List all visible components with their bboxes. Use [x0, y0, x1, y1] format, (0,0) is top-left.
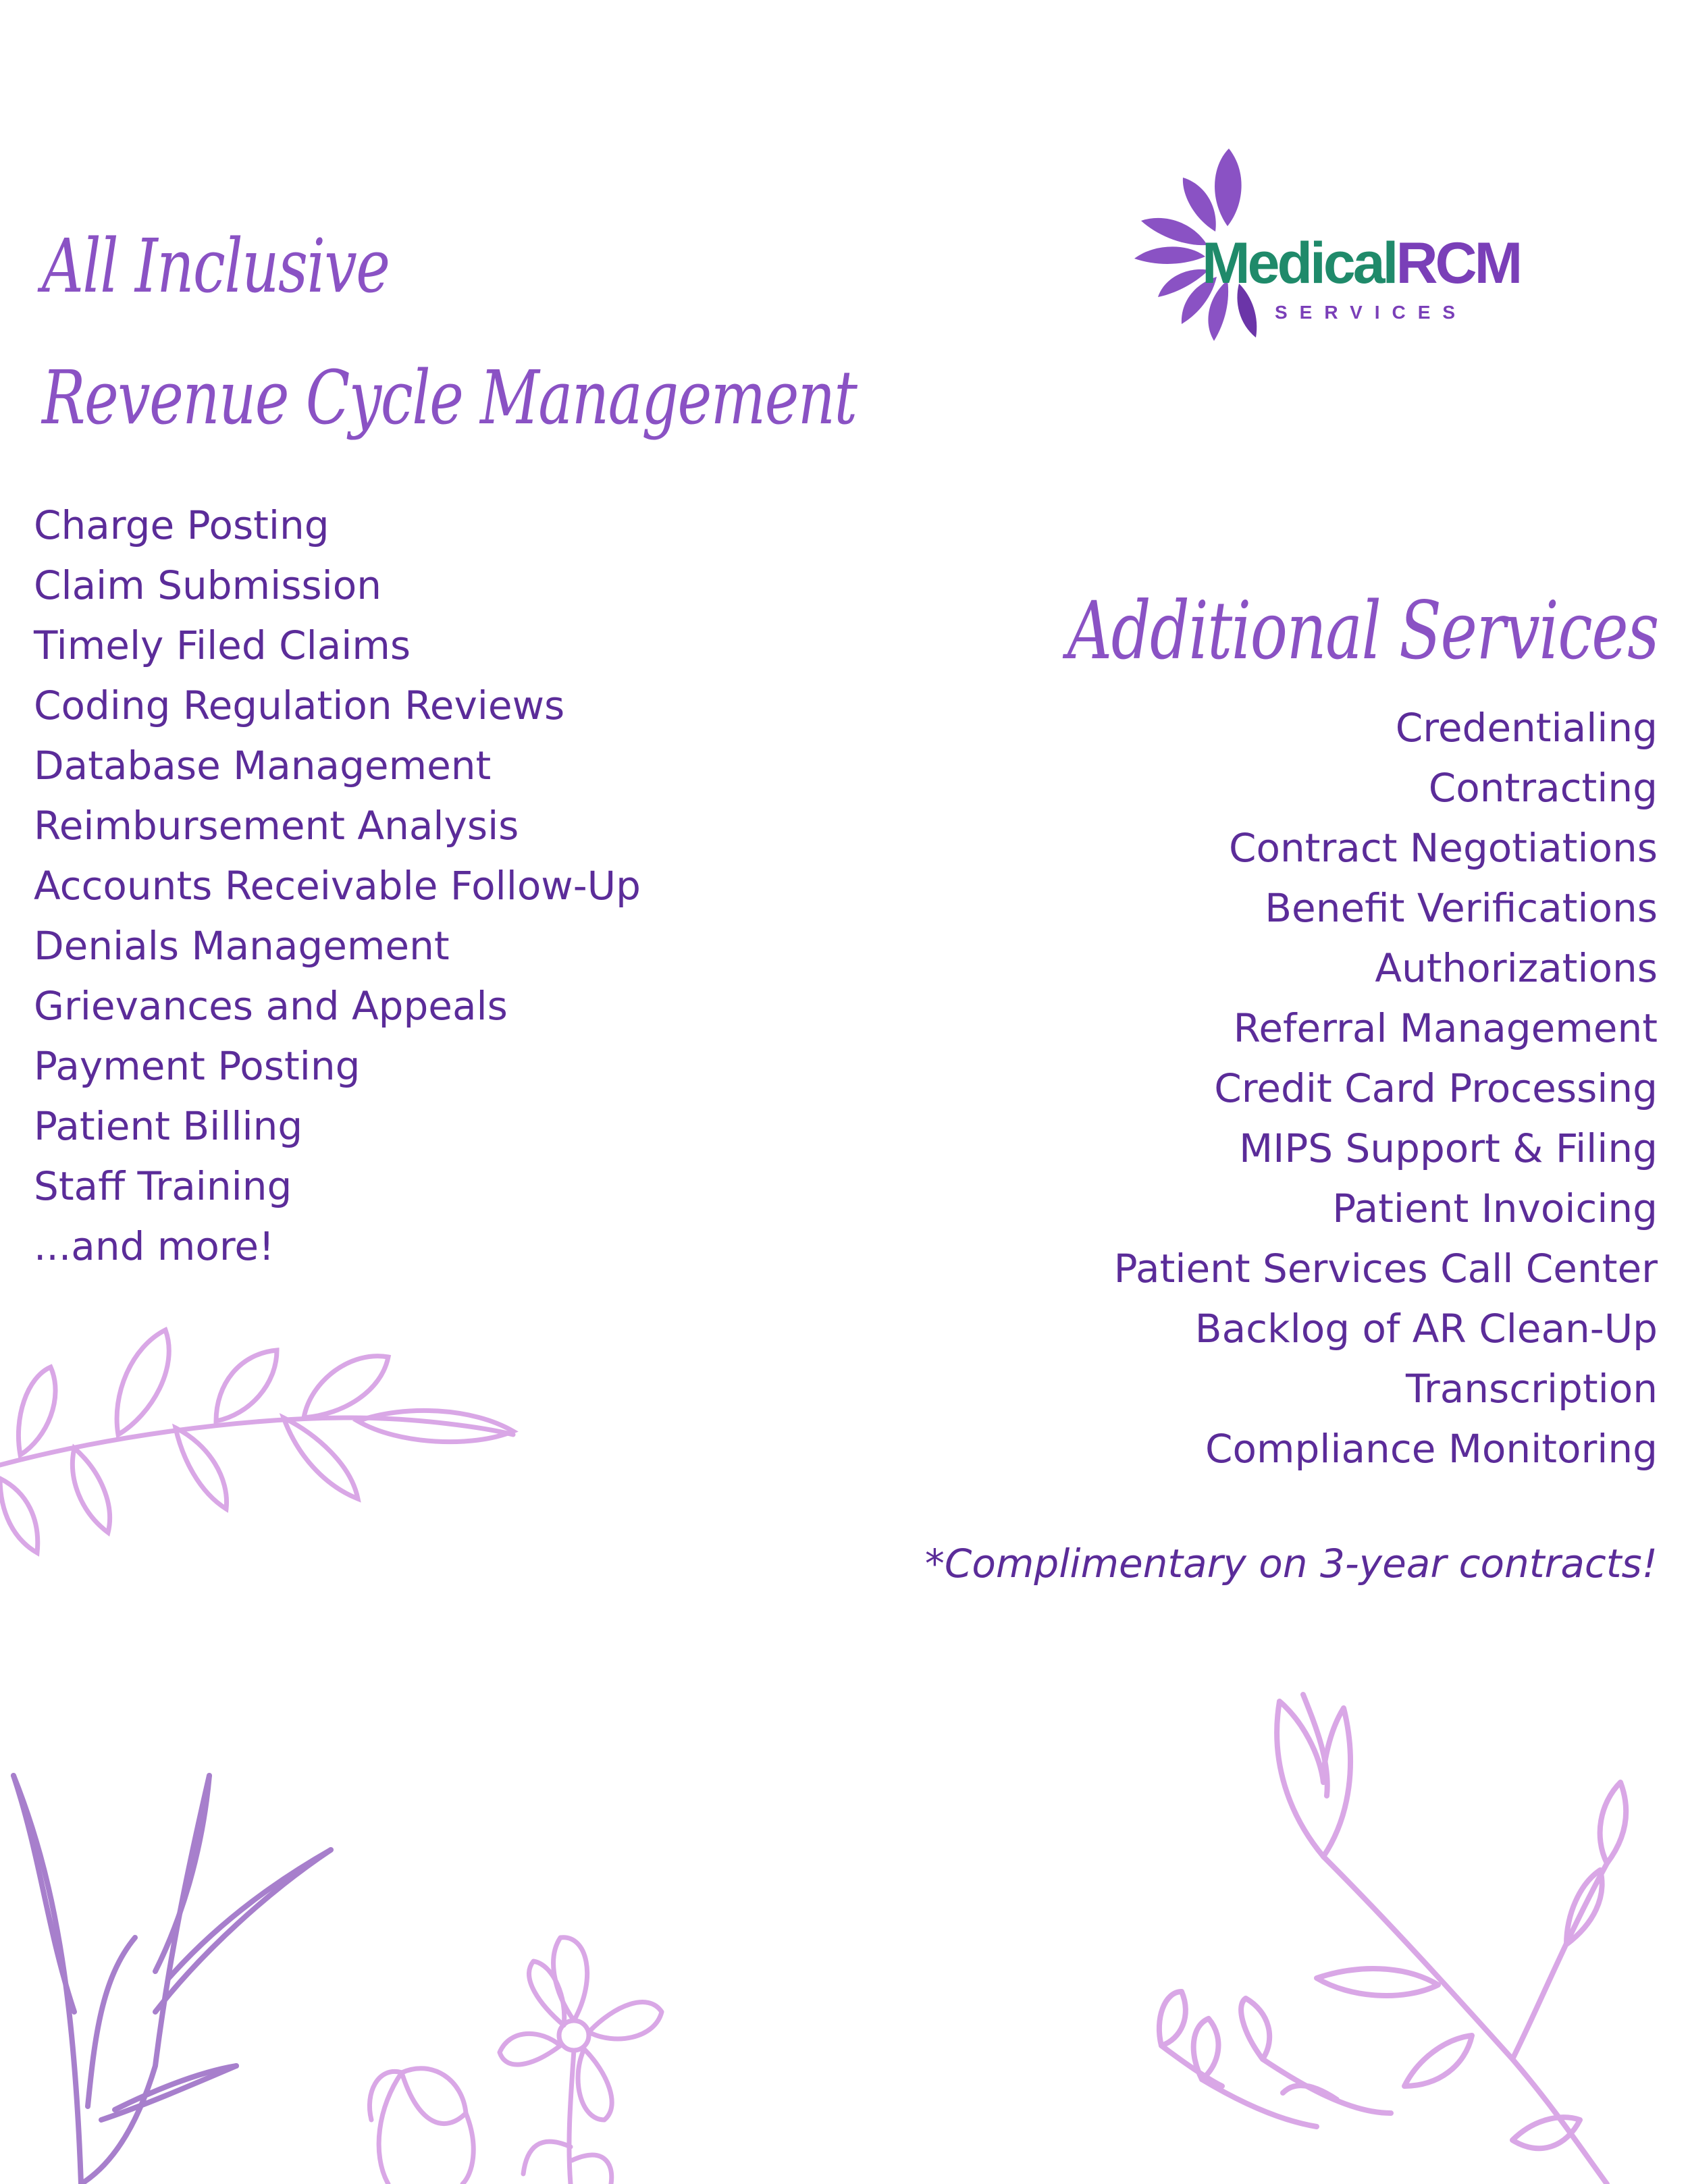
company-logo [1128, 145, 1573, 348]
core-services-list [34, 496, 641, 1277]
additional-service-item: Credentialing [1395, 705, 1658, 751]
heading-revenue-cycle-management: Revenue Cycle Management [42, 354, 857, 441]
core-service-item: Accounts Receivable Follow-Up [34, 863, 641, 909]
core-service-item: Coding Regulation Reviews [34, 683, 565, 728]
additional-service-item: Contract Negotiations [1228, 825, 1658, 871]
additional-service-item: Credit Card Processing [1214, 1065, 1658, 1111]
additional-services-list [1114, 698, 1658, 1479]
wildflower-icon [338, 1904, 675, 2184]
core-service-item: Timely Filed Claims [34, 622, 411, 668]
additional-service-item: Contracting [1428, 765, 1658, 811]
logo-subtitle: SERVICES [1275, 302, 1468, 323]
core-service-item: Staff Training [34, 1163, 292, 1209]
grass-leaves-icon [0, 1755, 365, 2184]
leafy-branch-icon [0, 1283, 527, 1580]
additional-service-item: MIPS Support & Filing [1239, 1125, 1658, 1171]
logo-word-medical: Medical [1202, 231, 1396, 296]
additional-service-item: Patient Invoicing [1332, 1186, 1658, 1231]
logo-wordmark [1202, 231, 1521, 296]
additional-service-item: Compliance Monitoring [1205, 1426, 1658, 1472]
core-service-item: ...and more! [34, 1223, 275, 1269]
additional-service-item: Referral Management [1233, 1005, 1658, 1051]
heading-additional-services: Additional Services [1067, 584, 1658, 677]
heading-all-inclusive: All Inclusive [42, 223, 390, 309]
core-service-item: Charge Posting [34, 502, 329, 548]
core-service-item: Reimbursement Analysis [34, 803, 519, 849]
additional-service-item: Benefit Verifications [1265, 885, 1658, 931]
core-service-item: Database Management [34, 743, 492, 789]
core-service-item: Payment Posting [34, 1043, 361, 1089]
flower-branch-icon [1134, 1681, 1688, 2184]
additional-service-item: Backlog of AR Clean-Up [1194, 1306, 1658, 1352]
core-service-item: Claim Submission [34, 562, 382, 608]
core-service-item: Patient Billing [34, 1103, 303, 1149]
logo-word-rcm: RCM [1396, 231, 1521, 296]
additional-service-item: Authorizations [1375, 945, 1658, 991]
additional-service-item: Transcription [1405, 1366, 1658, 1412]
core-service-item: Grievances and Appeals [34, 983, 508, 1029]
complimentary-note: *Complimentary on 3-year contracts! [924, 1541, 1658, 1587]
core-service-item: Denials Management [34, 923, 450, 969]
additional-service-item: Patient Services Call Center [1113, 1246, 1658, 1291]
